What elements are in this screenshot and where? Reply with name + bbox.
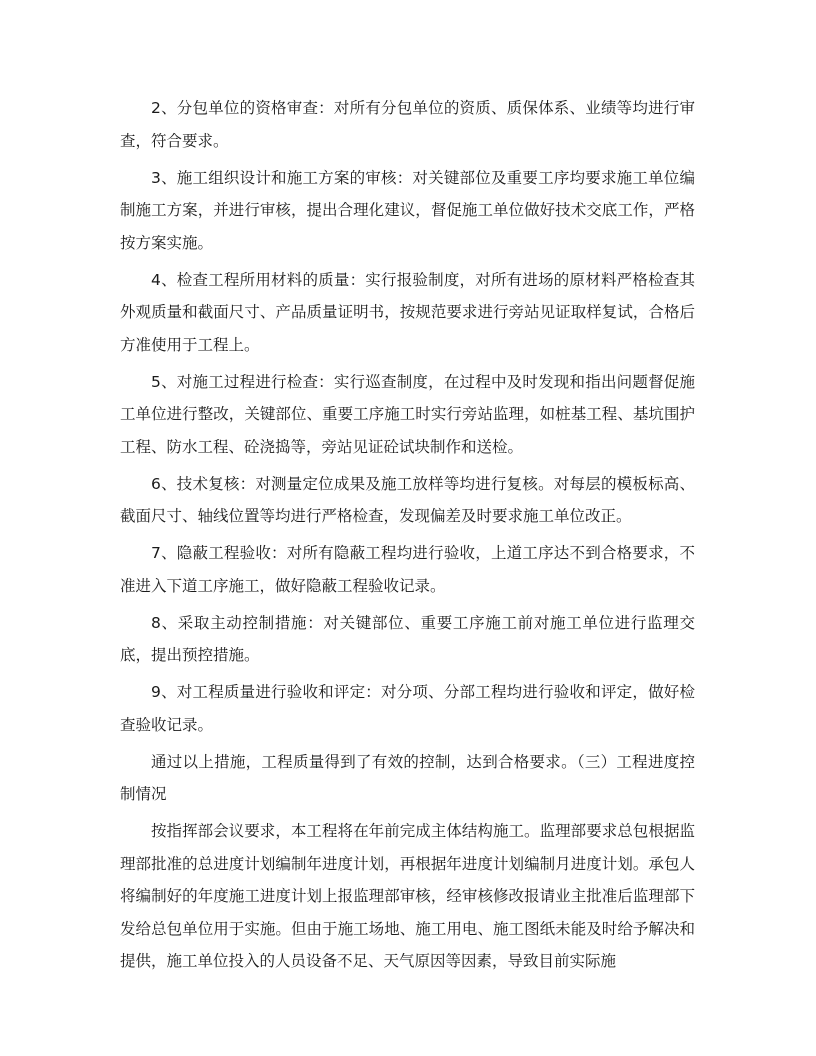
paragraph-construction-plan-review: 3、施工组织设计和施工方案的审核：对关键部位及重要工序均要求施工单位编制施工方案，并进行审核，提出合理化建议，督促施工单位做好技术交底工作，严格按方案实施。 xyxy=(120,168,695,252)
paragraph-subcontractor-review: 2、分包单位的资格审查：对所有分包单位的资质、质保体系、业绩等均进行审查，符合要求。 xyxy=(120,99,695,150)
paragraph-active-control: 8、采取主动控制措施：对关键部位、重要工序施工前对施工单位进行监理交底，提出预控措施。 xyxy=(120,613,695,664)
paragraph-technical-review: 6、技术复核：对测量定位成果及施工放样等均进行复核。对每层的模板标高、截面尺寸、轴线位置等均进行严格检查，发现偏差及时要求施工单位改正。 xyxy=(120,474,695,525)
paragraph-quality-evaluation: 9、对工程质量进行验收和评定：对分项、分部工程均进行验收和评定，做好检查验收记录。 xyxy=(120,683,695,734)
paragraph-material-inspection: 4、检查工程所用材料的质量：实行报验制度，对所有进场的原材料严格检查其外观质量和截面尺寸、产品质量证明书，按规范要求进行旁站见证取样复试，合格后方准使用于工程上。 xyxy=(120,270,695,354)
paragraph-concealed-works-acceptance: 7、隐蔽工程验收：对所有隐蔽工程均进行验收，上道工序达不到合格要求，不准进入下道工序施工，做好隐蔽工程验收记录。 xyxy=(120,544,695,595)
document-body xyxy=(120,92,695,982)
paragraph-progress-control: 按指挥部会议要求，本工程将在年前完成主体结构施工。监理部要求总包根据监理部批准的总进度计划编制年进度计划，再根据年进度计划编制月进度计划。承包人将编制好的年度施工进度计划上报监理部审核，经审核修改报请业主批准后监理部下发给总包单位用于实施。但由于施工场地、施工用电、施工图纸未能及时给予解决和提供，施工单位投入的人员设备不足、天气原因等因素，导致目前实际施 xyxy=(120,822,695,970)
paragraph-summary-progress-heading: 通过以上措施，工程质量得到了有效的控制，达到合格要求。（三）工程进度控制情况 xyxy=(120,752,695,803)
paragraph-process-inspection: 5、对施工过程进行检查：实行巡查制度，在过程中及时发现和指出问题督促施工单位进行整改，关键部位、重要工序施工时实行旁站监理，如桩基工程、基坑围护工程、防水工程、砼浇捣等，旁站见证砼试块制作和送检。 xyxy=(120,372,695,456)
